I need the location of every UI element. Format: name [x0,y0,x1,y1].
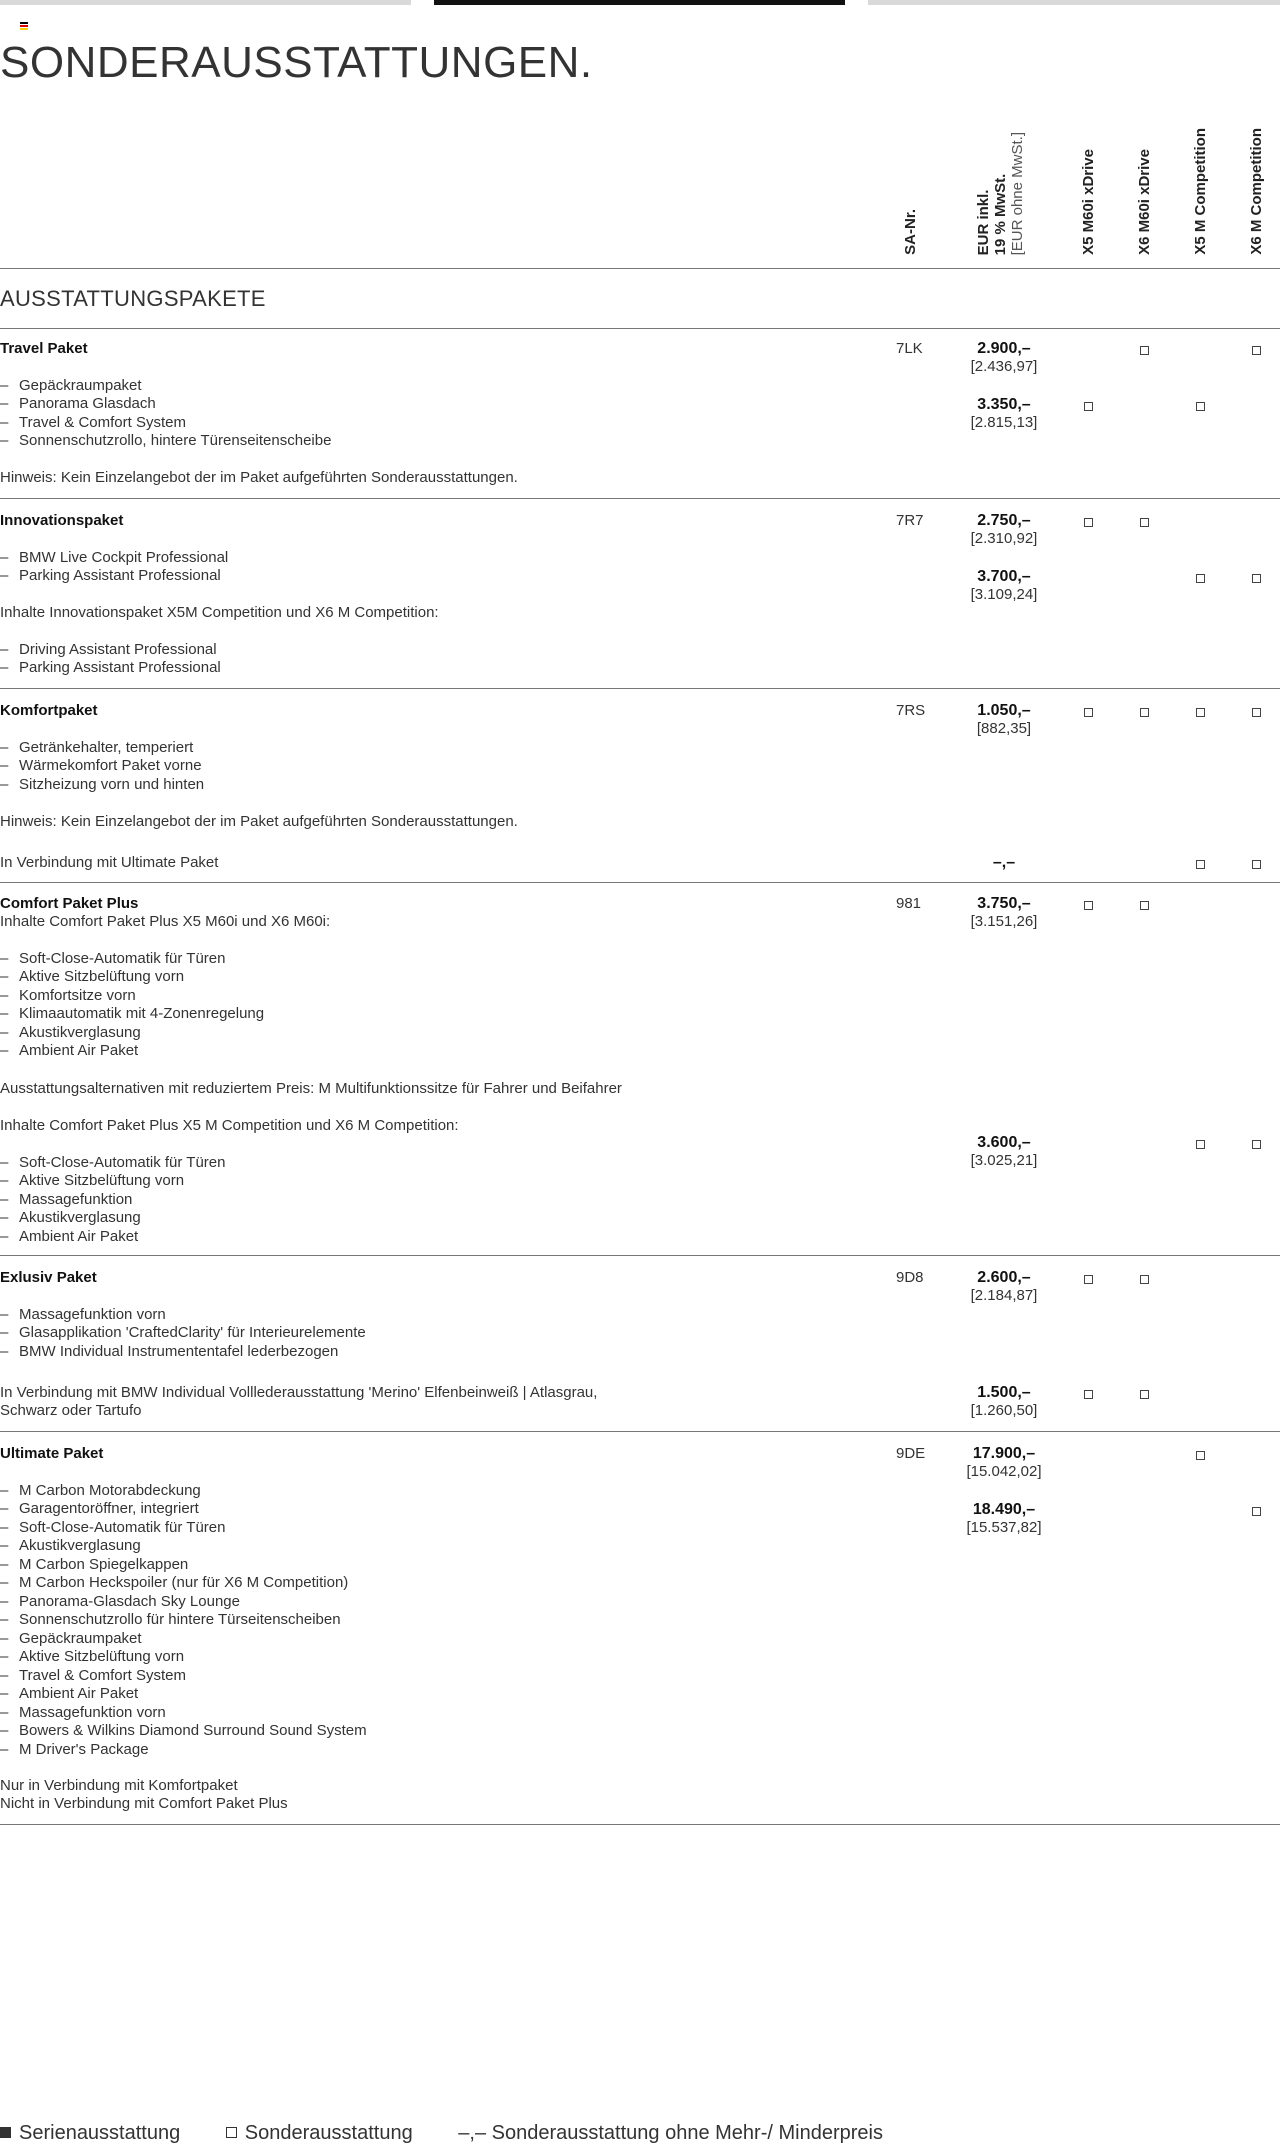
price: 2.600,– [2.184,87] [970,1269,1038,1304]
list-item: – Wärmekomfort Paket vorne [0,757,202,774]
list-item: – Akustikverglasung [0,1024,141,1041]
list-item: – Massagefunktion vorn [0,1306,166,1323]
list-item: – M Driver's Package [0,1741,149,1758]
sa-number: 9DE [896,1445,926,1462]
list-item: – Parking Assistant Professional [0,567,221,584]
list-item: – Soft-Close-Automatik für Türen [0,950,226,967]
divider [0,1255,1280,1256]
list-item: – Sonnenschutzrollo, hintere Türenseitenscheibe [0,432,332,449]
sa-number: 7LK [896,340,923,357]
german-flag-icon [20,22,28,29]
list-item: – Massagefunktion vorn [0,1704,166,1721]
price: 3.750,– [3.151,26] [970,895,1038,930]
filled-square-icon [0,2127,11,2138]
list-item: – Panorama Glasdach [0,395,156,412]
note: Inhalte Innovationspaket X5M Competition und X6 M Competition: [0,604,439,621]
list-item: – Glasapplikation 'CraftedClarity' für Interieurelemente [0,1324,366,1341]
list-item: – Travel & Comfort System [0,1667,186,1684]
list-item: – Gepäckraumpaket [0,377,142,394]
list-item: – Ambient Air Paket [0,1042,139,1059]
legend-dash: –,– Sonderausstattung ohne Mehr-/ Minderpreis [458,2122,883,2144]
divider [0,882,1280,883]
note: Nicht in Verbindung mit Comfort Paket Plus [0,1795,288,1812]
option-mark [1252,860,1261,869]
page-indicator-1 [0,0,411,5]
list-item: – Sonnenschutzrollo für hintere Türseitenscheiben [0,1611,341,1628]
list-item: – Ambient Air Paket [0,1685,139,1702]
list-item: – Aktive Sitzbelüftung vorn [0,1648,185,1665]
list-item: – Garagentoröffner, integriert [0,1500,199,1517]
price: 18.490,– [15.537,82] [966,1501,1042,1536]
option-mark [1084,708,1093,717]
list-item: – Aktive Sitzbelüftung vorn [0,1172,185,1189]
option-mark [1084,1390,1093,1399]
column-header-sa: SA-Nr. [902,209,919,255]
page-indicator-2-active [434,0,845,5]
list-item: – Bowers & Wilkins Diamond Surround Sound System [0,1722,367,1739]
divider [0,328,1280,329]
list-item: – Akustikverglasung [0,1537,141,1554]
list-item: – Aktive Sitzbelüftung vorn [0,968,185,985]
option-mark [1140,1390,1149,1399]
list-item: – M Carbon Spiegelkappen [0,1556,189,1573]
option-mark [1140,901,1149,910]
list-item: – Sitzheizung vorn und hinten [0,776,205,793]
option-mark [1196,574,1205,583]
option-mark [1140,1275,1149,1284]
option-mark [1196,402,1205,411]
package-name: Travel Paket [0,340,88,357]
divider [0,268,1280,269]
note: Hinweis: Kein Einzelangebot der im Paket aufgeführten Sonderausstattungen. [0,469,518,486]
list-item: – Soft-Close-Automatik für Türen [0,1154,226,1171]
package-name: Komfortpaket [0,702,98,719]
package-name: Innovationspaket [0,512,124,529]
list-item: – Klimaautomatik mit 4-Zonenregelung [0,1005,265,1022]
list-item: – Komfortsitze vorn [0,987,136,1004]
note: Nur in Verbindung mit Komfortpaket [0,1777,238,1794]
sa-number: 981 [896,895,922,912]
option-mark [1196,708,1205,717]
price: –,– [992,854,1016,871]
column-header-x6-m60i: X6 M60i xDrive [1136,149,1153,255]
page-title: SONDERAUSSTATTUNGEN. [0,38,593,87]
column-header-x6-m-competition: X6 M Competition [1248,128,1265,255]
option-mark [1196,1140,1205,1149]
page-indicator-3 [868,0,1280,5]
package-name: Exlusiv Paket [0,1269,97,1286]
option-mark [1140,518,1149,527]
list-item: – Ambient Air Paket [0,1228,139,1245]
note: Hinweis: Kein Einzelangebot der im Paket aufgeführten Sonderausstattungen. [0,813,518,830]
list-item: – BMW Live Cockpit Professional [0,549,229,566]
divider [0,498,1280,499]
list-item: – Akustikverglasung [0,1209,141,1226]
package-name: Comfort Paket Plus [0,895,139,912]
sa-number: 7RS [896,702,926,719]
list-item: – Parking Assistant Professional [0,659,221,676]
price: 3.700,– [3.109,24] [970,568,1038,603]
price: 17.900,– [15.042,02] [966,1445,1042,1480]
price: 3.600,– [3.025,21] [970,1134,1038,1169]
list-item: – Getränkehalter, temperiert [0,739,194,756]
note: Schwarz oder Tartufo [0,1402,142,1419]
list-item: – M Carbon Motorabdeckung [0,1482,201,1499]
note: In Verbindung mit Ultimate Paket [0,854,219,871]
option-mark [1140,346,1149,355]
option-mark [1084,518,1093,527]
option-mark [1252,346,1261,355]
legend-sonder: Sonderausstattung [226,2122,413,2145]
list-item: – Gepäckraumpaket [0,1630,142,1647]
note: Ausstattungsalternativen mit reduziertem Preis: M Multifunktionssitze für Fahrer und Beifahrer [0,1080,622,1097]
divider [0,1431,1280,1432]
price: 1.050,– [882,35] [976,702,1032,737]
option-mark [1196,860,1205,869]
option-mark [1084,1275,1093,1284]
option-mark [1252,1507,1261,1516]
list-item: – Travel & Comfort System [0,414,186,431]
package-name: Ultimate Paket [0,1445,104,1462]
list-item: – BMW Individual Instrumententafel lederbezogen [0,1343,339,1360]
column-header-x5-m60i: X5 M60i xDrive [1080,149,1097,255]
price: 1.500,– [1.260,50] [970,1384,1038,1419]
option-mark [1252,574,1261,583]
note: Inhalte Comfort Paket Plus X5 M Competition und X6 M Competition: [0,1117,459,1134]
list-item: – Soft-Close-Automatik für Türen [0,1519,226,1536]
divider [0,1824,1280,1825]
legend [0,2122,923,2145]
option-mark [1084,402,1093,411]
list-item: – Panorama-Glasdach Sky Lounge [0,1593,240,1610]
option-mark [1196,1451,1205,1460]
option-mark [1140,708,1149,717]
legend-serie: Serienausstattung [0,2122,180,2145]
price: 2.900,– [2.436,97] [970,340,1038,375]
sa-number: 9D8 [896,1269,924,1286]
price: 3.350,– [2.815,13] [970,396,1038,431]
column-header-x5-m-competition: X5 M Competition [1192,128,1209,255]
divider [0,688,1280,689]
note: In Verbindung mit BMW Individual Volllederausstattung 'Merino' Elfenbeinweiß | Atlasgrau, [0,1384,598,1401]
list-item: – Massagefunktion [0,1191,133,1208]
option-mark [1084,901,1093,910]
open-square-icon [226,2127,237,2138]
option-mark [1252,1140,1261,1149]
price: 2.750,– [2.310,92] [970,512,1038,547]
option-mark [1252,708,1261,717]
section-title: AUSSTATTUNGSPAKETE [0,286,266,311]
column-header-price: EUR inkl. 19 % MwSt. [EUR ohne MwSt.] [975,131,1026,255]
sa-number: 7R7 [896,512,924,529]
list-item: – Driving Assistant Professional [0,641,217,658]
note: Inhalte Comfort Paket Plus X5 M60i und X6 M60i: [0,913,331,930]
list-item: – M Carbon Heckspoiler (nur für X6 M Competition) [0,1574,349,1591]
